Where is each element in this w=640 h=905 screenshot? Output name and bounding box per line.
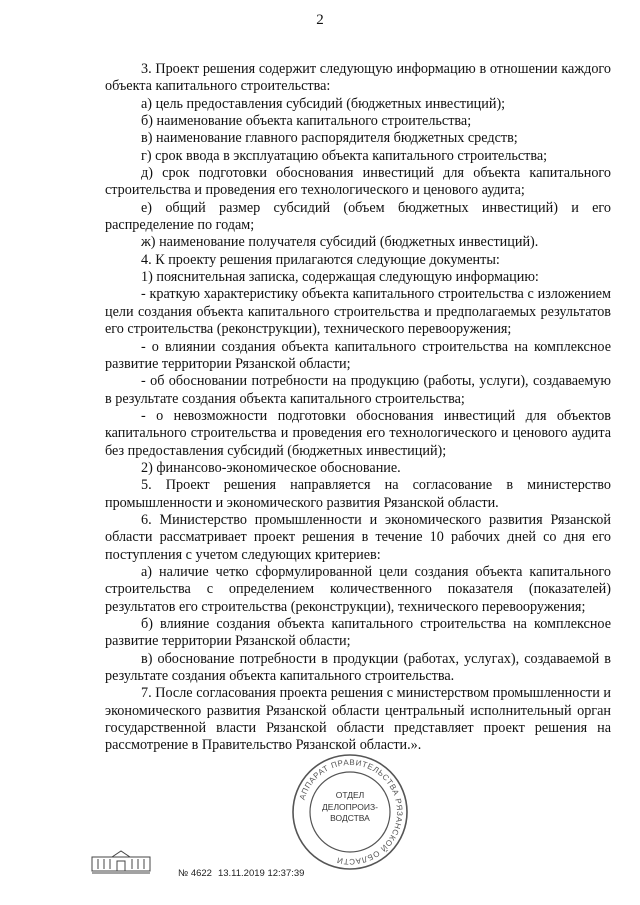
paragraph-3v: в) наименование главного распорядителя бюджетных средств; <box>141 130 518 147</box>
paragraph-7: 7. После согласования проекта решения с министерством промышленности и экономического развития Рязанской области центральный исполнительный орган государственной власти Рязанской области представляет проект решения на рассмотрение в Правительство Рязанской области.». <box>105 685 611 754</box>
registry-logo <box>90 849 152 875</box>
stamp-line-1: ОТДЕЛ <box>335 790 365 800</box>
bullet-influence: - о влиянии создания объекта капитального строительства на комплексное развитие территории Рязанской области; <box>105 338 611 372</box>
stamp-ring-text: АППАРАТ ПРАВИТЕЛЬСТВА РЯЗАНСКОЙ ОБЛАСТИ <box>297 757 405 867</box>
paragraph-3: 3. Проект решения содержит следующую информацию в отношении каждого объекта капитального строительства: <box>105 61 611 95</box>
page-number: 2 <box>316 12 324 28</box>
paragraph-3b: б) наименование объекта капитального строительства; <box>141 113 472 130</box>
paragraph-6: 6. Министерство промышленности и экономического развития Рязанской области рассматривает проект решения в течение 10 рабочих дней со дня его поступления с учетом следующих критериев: <box>105 511 611 563</box>
office-stamp <box>290 752 410 872</box>
paragraph-5: 5. Проект решения направляется на согласование в министерство промышленности и экономического развития Рязанской области. <box>105 477 611 511</box>
bullet-justification: - об обосновании потребности на продукцию (работы, услуги), создаваемую в результате создания объекта капитального строительства; <box>105 373 611 407</box>
registration-number: № 4622 <box>178 868 212 879</box>
document-body <box>105 61 611 755</box>
paragraph-6v: в) обоснование потребности в продукции (работах, услугах), создаваемой в результате создания объекта капитального строительства. <box>105 650 611 685</box>
building-logo-icon <box>90 849 152 875</box>
paragraph-3d: д) срок подготовки обоснования инвестиций для объекта капитального строительства и проведения его технологического и ценового аудита; <box>105 165 611 199</box>
paragraph-3e: е) общий размер субсидий (объем бюджетных инвестиций) и его распределение по годам; <box>105 199 611 234</box>
bullet-impossibility: - о невозможности подготовки обоснования инвестиций для объектов капитального строительства и проведения его технологического и ценового аудита без предоставления субсидий (бюджетных инвестиций); <box>105 407 611 459</box>
stamp-label <box>290 790 410 825</box>
stamp-line-2: ДЕЛОПРОИЗ- <box>322 801 378 812</box>
registration-timestamp: 13.11.2019 12:37:39 <box>217 868 305 879</box>
paragraph-6b: б) влияние создания объекта капитального строительства на комплексное развитие территории Рязанской области; <box>105 616 611 650</box>
paragraph-4-1: 1) пояснительная записка, содержащая следующую информацию: <box>141 269 539 286</box>
paragraph-4: 4. К проекту решения прилагаются следующие документы: <box>141 251 500 268</box>
paragraph-6a: а) наличие четко сформулированной цели создания объекта капитального строительства с определением количественного показателя (показателей) результатов его строительства (реконструкции), технического перевооружения; <box>105 563 611 615</box>
paragraph-3a: а) цель предоставления субсидий (бюджетных инвестиций); <box>141 95 506 112</box>
paragraph-4-2: 2) финансово-экономическое обоснование. <box>141 459 401 476</box>
paragraph-3zh: ж) наименование получателя субсидий (бюджетных инвестиций). <box>141 234 539 251</box>
bullet-characteristic: - краткую характеристику объекта капитального строительства с изложением цели создания объекта капитального строительства и предполагаемых результатов его строительства (реконструкции), технического перевооружения; <box>105 286 611 338</box>
paragraph-3g: г) срок ввода в эксплуатацию объекта капитального строительства; <box>141 147 548 164</box>
registration-footer <box>178 868 304 879</box>
stamp-line-3: ВОДСТВА <box>330 813 370 823</box>
